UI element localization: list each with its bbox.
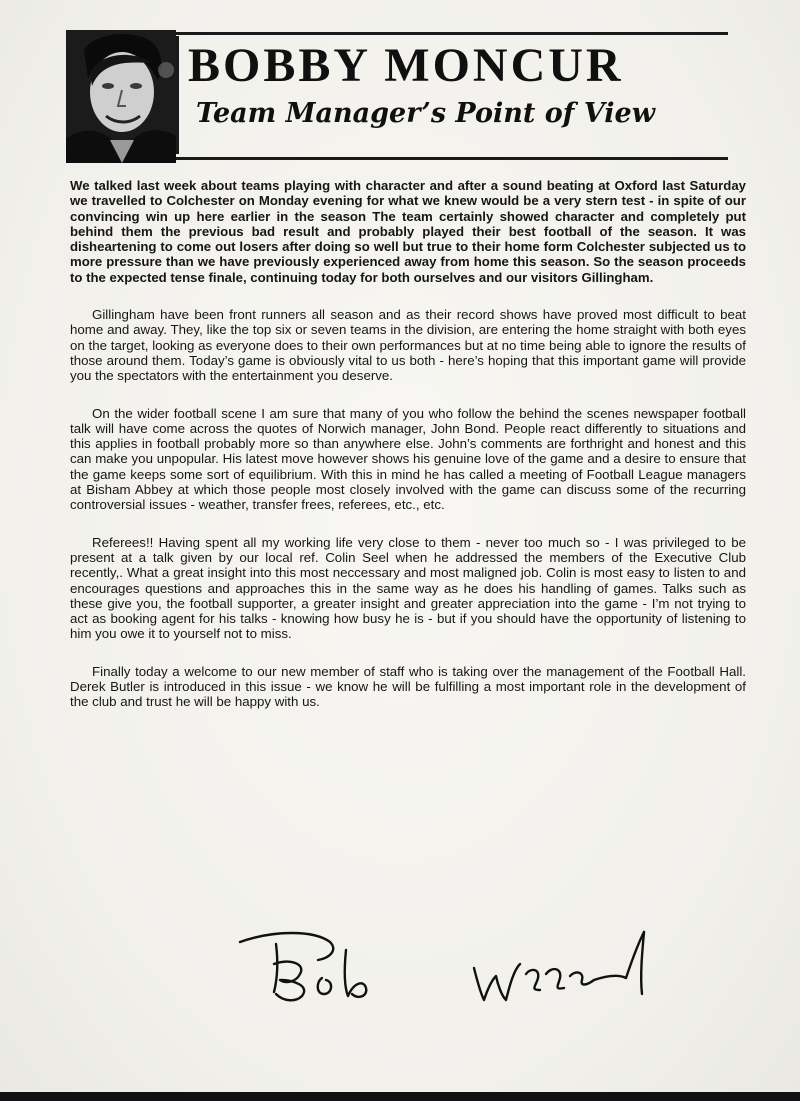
header-bottom-rule — [176, 157, 728, 160]
article-body — [70, 178, 746, 732]
article-paragraph: Referees!! Having spent all my working life very close to them - never too much so - I was privileged to be present at a talk given by our local ref. Colin Seel when he addressed the members of the Executive Club recently,. What a great insight into this most neccessary and most maligned job. Colin is most easy to listen to and encourages questions and approaches this in the same way as he does his handling of games. Talks such as these give you, the football supporter, a greater insight and greater appreciation into the game - I’m not trying to act as booking agent for his talks - knowing how busy he is - but if you should have the opportunity of listening to him you owe it to yourself not to miss. — [70, 534, 746, 642]
header-top-rule — [176, 32, 728, 35]
portrait-photo — [66, 30, 176, 163]
handwritten-signature-icon — [234, 920, 694, 1020]
signature — [234, 920, 694, 1020]
page-title: BOBBY MONCUR — [188, 39, 624, 92]
article-paragraph: Gillingham have been front runners all season and as their record shows have proved most difficult to beat home and away. They, like the top six or seven teams in the division, are entering the home straight with both eyes on the target, looking as everyone does to their own performances but at no time being able to ignore the results of those around them. Today’s game is obviously vital to us both - here’s hoping that this important game will provide you the spectators with the entertainment you deserve. — [70, 307, 746, 384]
page-bottom-edge — [0, 1092, 800, 1101]
article-paragraph: On the wider football scene I am sure that many of you who follow the behind the scenes newspaper football talk will have come across the quotes of Norwich manager, John Bond. People react differently to situations and this applies in football probably more so than anywhere else. John’s comments are forthright and honest and this can make you unpopular. His latest move however shows his genuine love of the game and a desire to ensure that the game keeps some sort of equilibrium. With this in mind he has called a meeting of Football League managers at Bisham Abbey at which those people most closely involved with the game can discuss some of the recurring controversial issues - weather, transfer frees, referees, etc., etc. — [70, 405, 746, 513]
page-subtitle: Team Manager’s Point of View — [196, 98, 655, 129]
article-paragraph: We talked last week about teams playing with character and after a sound beating at Oxford last Saturday we travelled to Colchester on Monday evening for what we knew would be a very stern test - in spite of our convincing win up here earlier in the season The team certainly showed character and completely put behind them the previous bad result and probably played their best football of the season. It was disheartening to come out losers after doing so well but true to their home form Colchester subjected us to more pressure than we have previously experienced away from home this season. So the season proceeds to the expected tense finale, continuing today for both ourselves and our visitors Gillingham. — [70, 178, 746, 285]
article-paragraph: Finally today a welcome to our new member of staff who is taking over the management of the Football Hall. Derek Butler is introduced in this issue - we know he will be fulfilling a most important role in the development of the club and trust he will be happy with us. — [70, 663, 746, 710]
